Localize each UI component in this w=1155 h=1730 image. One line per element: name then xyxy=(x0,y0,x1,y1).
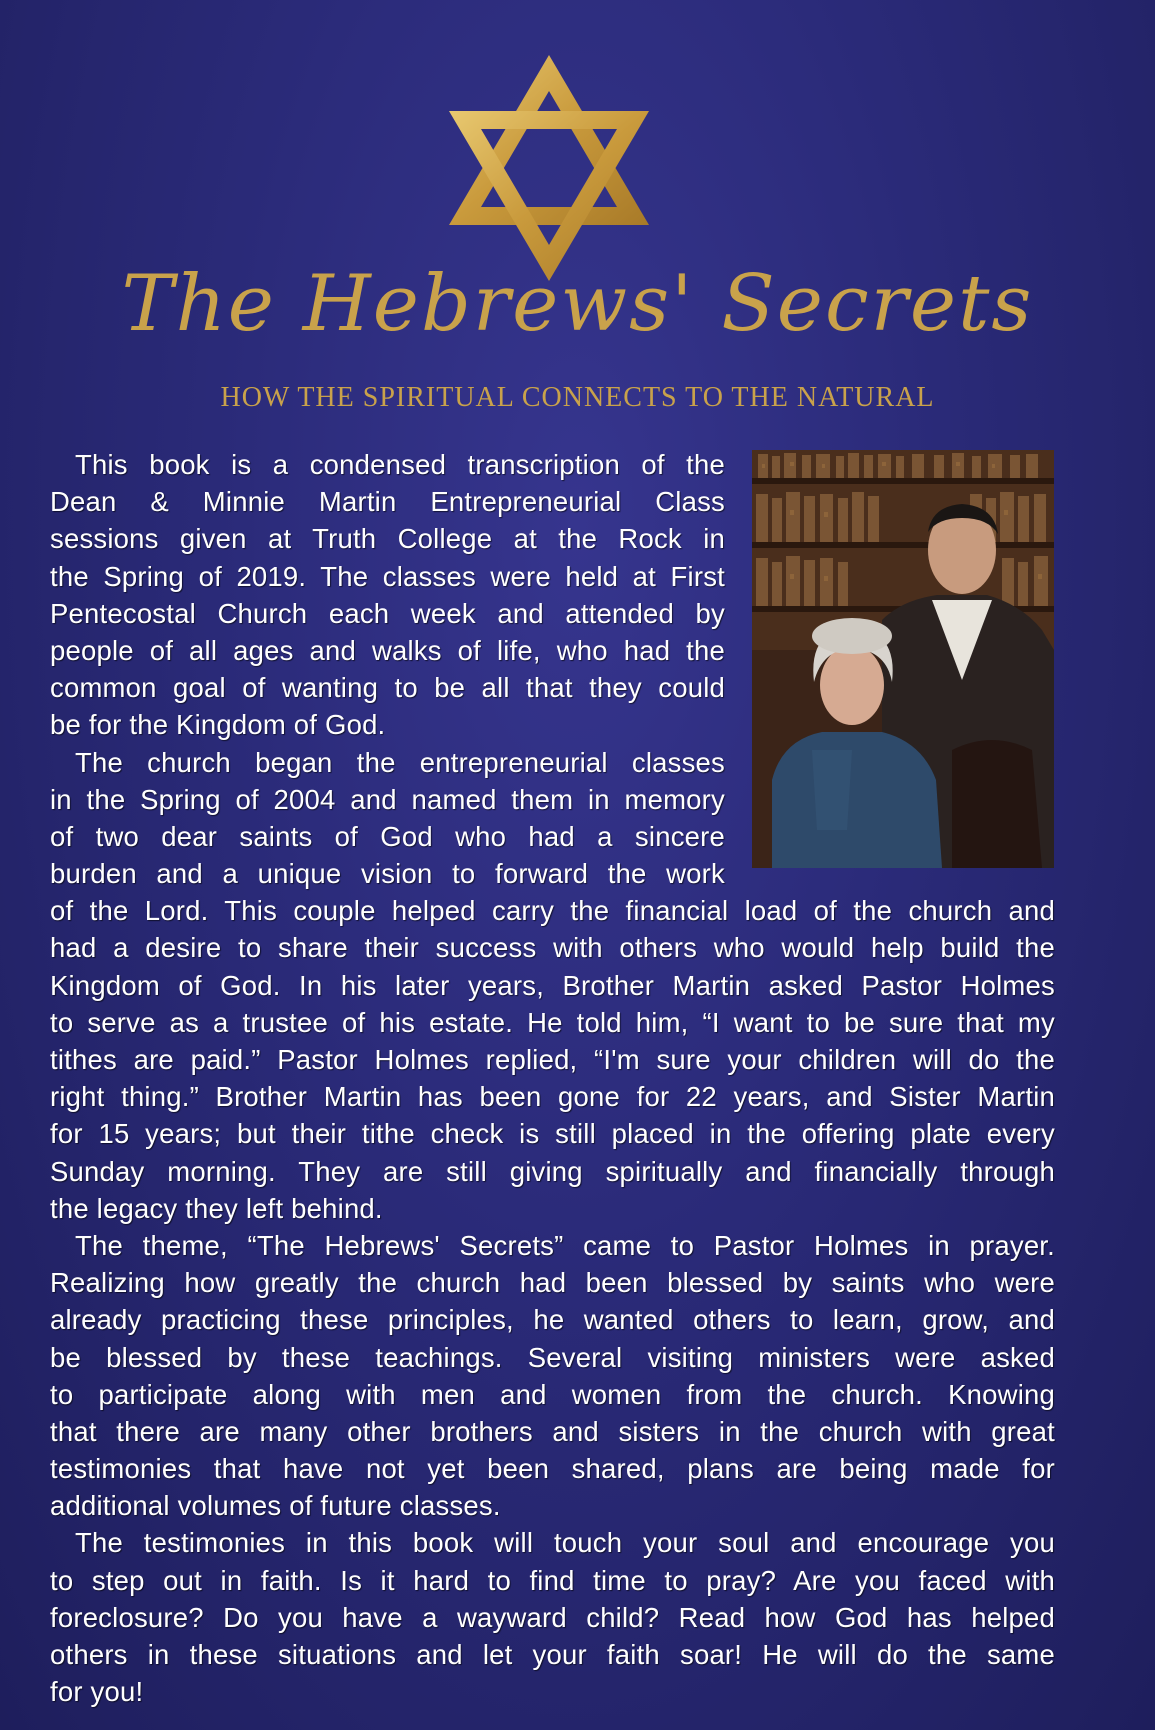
body-line: additional volumes of future classes. xyxy=(50,1490,501,1522)
body-line: for you! xyxy=(50,1676,144,1708)
body-line: The testimonies in this book will touch your soul and encourage you xyxy=(75,1527,1055,1559)
book-subtitle: HOW THE SPIRITUAL CONNECTS TO THE NATURAL xyxy=(220,382,935,413)
body-line: Pentecostal Church each week and attended by xyxy=(50,597,725,629)
body-text xyxy=(50,446,1055,1710)
body-line: be for the Kingdom of God. xyxy=(50,709,386,741)
body-line: The church began the entrepreneurial classes xyxy=(75,746,725,778)
body-line: Sunday morning. They are still giving spiritually and financially through xyxy=(50,1155,1055,1187)
body-line: Kingdom of God. In his later years, Brother Martin asked Pastor Holmes xyxy=(50,969,1055,1001)
body-line: sessions given at Truth College at the Rock in xyxy=(50,523,725,555)
body-line: the Spring of 2019. The classes were held at First xyxy=(50,560,725,592)
body-line: to participate along with men and women from the church. Knowing xyxy=(50,1378,1055,1410)
body-line: tithes are paid.” Pastor Holmes replied, “I'm sure your children will do the xyxy=(50,1044,1055,1075)
body-line: burden and a unique vision to forward the work xyxy=(50,858,725,890)
body-line: others in these situations and let your faith soar! He will do the same xyxy=(50,1639,1055,1670)
body-line: already practicing these principles, he wanted others to learn, grow, and xyxy=(50,1304,1055,1336)
body-line: The theme, “The Hebrews' Secrets” came to Pastor Holmes in prayer. xyxy=(75,1229,1055,1261)
body-line: foreclosure? Do you have a wayward child? Read how God has helped xyxy=(50,1601,1055,1633)
body-line: Realizing how greatly the church had been blessed by saints who were xyxy=(50,1267,1055,1299)
book-title: The Hebrews' Secrets xyxy=(121,259,1034,349)
body-line: that there are many other brothers and sisters in the church with great xyxy=(50,1415,1055,1447)
body-line: had a desire to share their success with others who would help build the xyxy=(50,932,1055,964)
body-line: testimonies that have not yet been shared, plans are being made for xyxy=(50,1453,1055,1485)
body-line: This book is a condensed transcription of the xyxy=(75,449,725,480)
body-line: of two dear saints of God who had a sincere xyxy=(50,820,725,852)
body-line: Dean & Minnie Martin Entrepreneurial Class xyxy=(50,486,725,518)
body-line: people of all ages and walks of life, who had the xyxy=(50,634,725,666)
star-of-david-icon xyxy=(449,55,649,281)
body-line: be blessed by these teachings. Several visiting ministers were asked xyxy=(50,1341,1055,1373)
body-line: the legacy they left behind. xyxy=(50,1192,383,1224)
body-line: of the Lord. This couple helped carry the financial load of the church and xyxy=(50,895,1055,927)
body-line: to step out in faith. Is it hard to find time to pray? Are you faced with xyxy=(50,1564,1055,1596)
body-line: for 15 years; but their tithe check is still placed in the offering plate every xyxy=(50,1118,1055,1150)
body-line: common goal of wanting to be all that they could xyxy=(50,672,725,704)
body-line: to serve as a trustee of his estate. He told him, “I want to be sure that my xyxy=(50,1006,1055,1038)
body-line: right thing.” Brother Martin has been gone for 22 years, and Sister Martin xyxy=(50,1081,1055,1113)
body-line: in the Spring of 2004 and named them in memory xyxy=(50,783,725,815)
